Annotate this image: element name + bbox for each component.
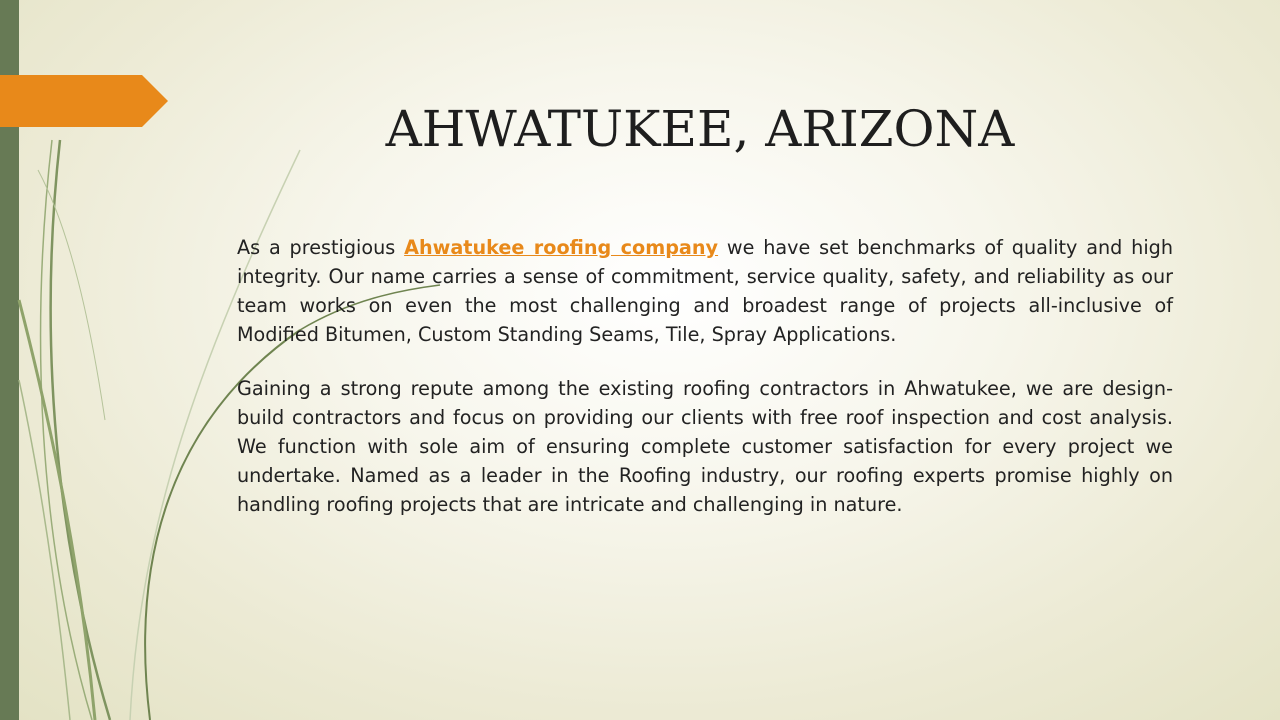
paragraph-intro (237, 233, 1173, 349)
roofing-company-link[interactable]: Ahwatukee roofing company (404, 236, 719, 259)
paragraph-repute: Gaining a strong repute among the existing roofing contractors in Ahwatukee, we are design-build contractors and focus on providing our clients with free roof inspection and cost analysis. We function with sole aim of ensuring complete customer satisfaction for every project we undertake. Named as a leader in the Roofing industry, our roofing experts promise highly on handling roofing projects that are intricate and challenging in nature. (237, 377, 1173, 516)
paragraph-intro-rest: we have set benchmarks of quality and high integrity. Our name carries a sense of commitment, service quality, safety, and reliability as our team works on even the most challenging and broadest range of projects all-inclusive of Modified Bitumen, Custom Standing Seams, Tile, Spray Applications. (237, 236, 1173, 346)
slide-body (237, 233, 1173, 544)
paragraph-intro-lead: As a prestigious (237, 236, 405, 259)
slide-title: AHWATUKEE, ARIZONA (385, 100, 1015, 158)
